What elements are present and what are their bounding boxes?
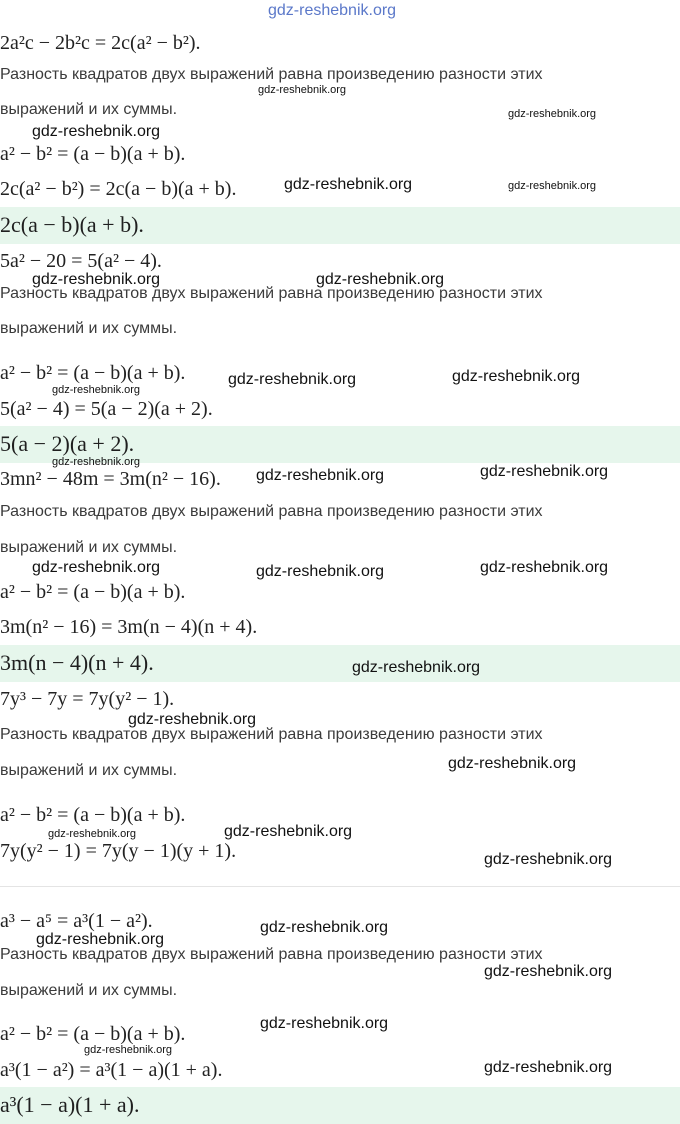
watermark: gdz-reshebnik.org bbox=[448, 755, 577, 772]
watermark: gdz-reshebnik.org bbox=[508, 108, 597, 120]
block4-step1: 7y³ − 7y = 7y(y² − 1). bbox=[0, 688, 175, 710]
watermark: gdz-reshebnik.org bbox=[284, 176, 413, 193]
watermark: gdz-reshebnik.org bbox=[484, 963, 613, 980]
watermark: gdz-reshebnik.org bbox=[256, 563, 385, 580]
watermark: gdz-reshebnik.org bbox=[508, 180, 597, 192]
block2-formula: a² − b² = (a − b)(a + b). bbox=[0, 362, 186, 384]
watermark: gdz-reshebnik.org bbox=[84, 1044, 173, 1056]
block3-answer: 3m(n − 4)(n + 4). bbox=[0, 650, 154, 675]
block2-step1: 5a² − 20 = 5(a² − 4). bbox=[0, 250, 162, 272]
block3-explanation: Разность квадратов двух выражений равна произведению разности этих bbox=[0, 503, 543, 520]
block5-step1: a³ − a⁵ = a³(1 − a²). bbox=[0, 910, 153, 932]
block1-explanation-cont: выражений и их суммы. bbox=[0, 101, 178, 118]
block4-step2: 7y(y² − 1) = 7y(y − 1)(y + 1). bbox=[0, 840, 237, 862]
watermark: gdz-reshebnik.org bbox=[52, 456, 141, 468]
block3-answer-box bbox=[0, 645, 680, 682]
watermark: gdz-reshebnik.org bbox=[36, 931, 165, 948]
block3-explanation-cont: выражений и их суммы. bbox=[0, 539, 178, 556]
watermark: gdz-reshebnik.org bbox=[352, 659, 481, 676]
block1-step2: 2c(a² − b²) = 2c(a − b)(a + b). bbox=[0, 178, 237, 200]
block1-step1: 2a²c − 2b²c = 2c(a² − b²). bbox=[0, 32, 201, 54]
block4-formula: a² − b² = (a − b)(a + b). bbox=[0, 804, 186, 826]
watermark: gdz-reshebnik.org bbox=[260, 1015, 389, 1032]
watermark: gdz-reshebnik.org bbox=[316, 271, 445, 288]
watermark: gdz-reshebnik.org bbox=[258, 84, 347, 96]
watermark: gdz-reshebnik.org bbox=[32, 271, 161, 288]
watermark: gdz-reshebnik.org bbox=[48, 828, 137, 840]
watermark: gdz-reshebnik.org bbox=[480, 559, 609, 576]
block4-explanation-cont: выражений и их суммы. bbox=[0, 762, 178, 779]
block1-explanation: Разность квадратов двух выражений равна произведению разности этих bbox=[0, 66, 543, 83]
block5-answer: a³(1 − a)(1 + a). bbox=[0, 1092, 140, 1117]
watermark: gdz-reshebnik.org bbox=[128, 711, 257, 728]
block2-explanation: Разность квадратов двух выражений равна произведению разности этих bbox=[0, 285, 543, 302]
block2-explanation-cont: выражений и их суммы. bbox=[0, 320, 178, 337]
watermark: gdz-reshebnik.org bbox=[256, 467, 385, 484]
block1-formula: a² − b² = (a − b)(a + b). bbox=[0, 143, 186, 165]
block2-answer: 5(a − 2)(a + 2). bbox=[0, 431, 135, 456]
block1-answer-box bbox=[0, 207, 680, 244]
block5-explanation-cont: выражений и их суммы. bbox=[0, 982, 178, 999]
block1-answer: 2c(a − b)(a + b). bbox=[0, 212, 144, 237]
watermark: gdz-reshebnik.org bbox=[452, 368, 581, 385]
block3-step1: 3mn² − 48m = 3m(n² − 16). bbox=[0, 468, 221, 490]
section-divider bbox=[0, 886, 680, 887]
watermark-top: gdz-reshebnik.org bbox=[268, 2, 397, 19]
watermark: gdz-reshebnik.org bbox=[260, 919, 389, 936]
watermark: gdz-reshebnik.org bbox=[484, 851, 613, 868]
block3-formula: a² − b² = (a − b)(a + b). bbox=[0, 581, 186, 603]
block5-formula: a² − b² = (a − b)(a + b). bbox=[0, 1023, 186, 1045]
watermark: gdz-reshebnik.org bbox=[228, 371, 357, 388]
block5-explanation: Разность квадратов двух выражений равна произведению разности этих bbox=[0, 946, 543, 963]
block5-answer-box bbox=[0, 1087, 680, 1124]
block3-step2: 3m(n² − 16) = 3m(n − 4)(n + 4). bbox=[0, 616, 258, 638]
block2-step2: 5(a² − 4) = 5(a − 2)(a + 2). bbox=[0, 398, 213, 420]
watermark: gdz-reshebnik.org bbox=[224, 823, 353, 840]
watermark: gdz-reshebnik.org bbox=[480, 463, 609, 480]
watermark: gdz-reshebnik.org bbox=[484, 1059, 613, 1076]
block5-step2: a³(1 − a²) = a³(1 − a)(1 + a). bbox=[0, 1059, 223, 1081]
watermark: gdz-reshebnik.org bbox=[52, 384, 141, 396]
watermark: gdz-reshebnik.org bbox=[32, 559, 161, 576]
block4-explanation: Разность квадратов двух выражений равна произведению разности этих bbox=[0, 726, 543, 743]
watermark: gdz-reshebnik.org bbox=[32, 123, 161, 140]
